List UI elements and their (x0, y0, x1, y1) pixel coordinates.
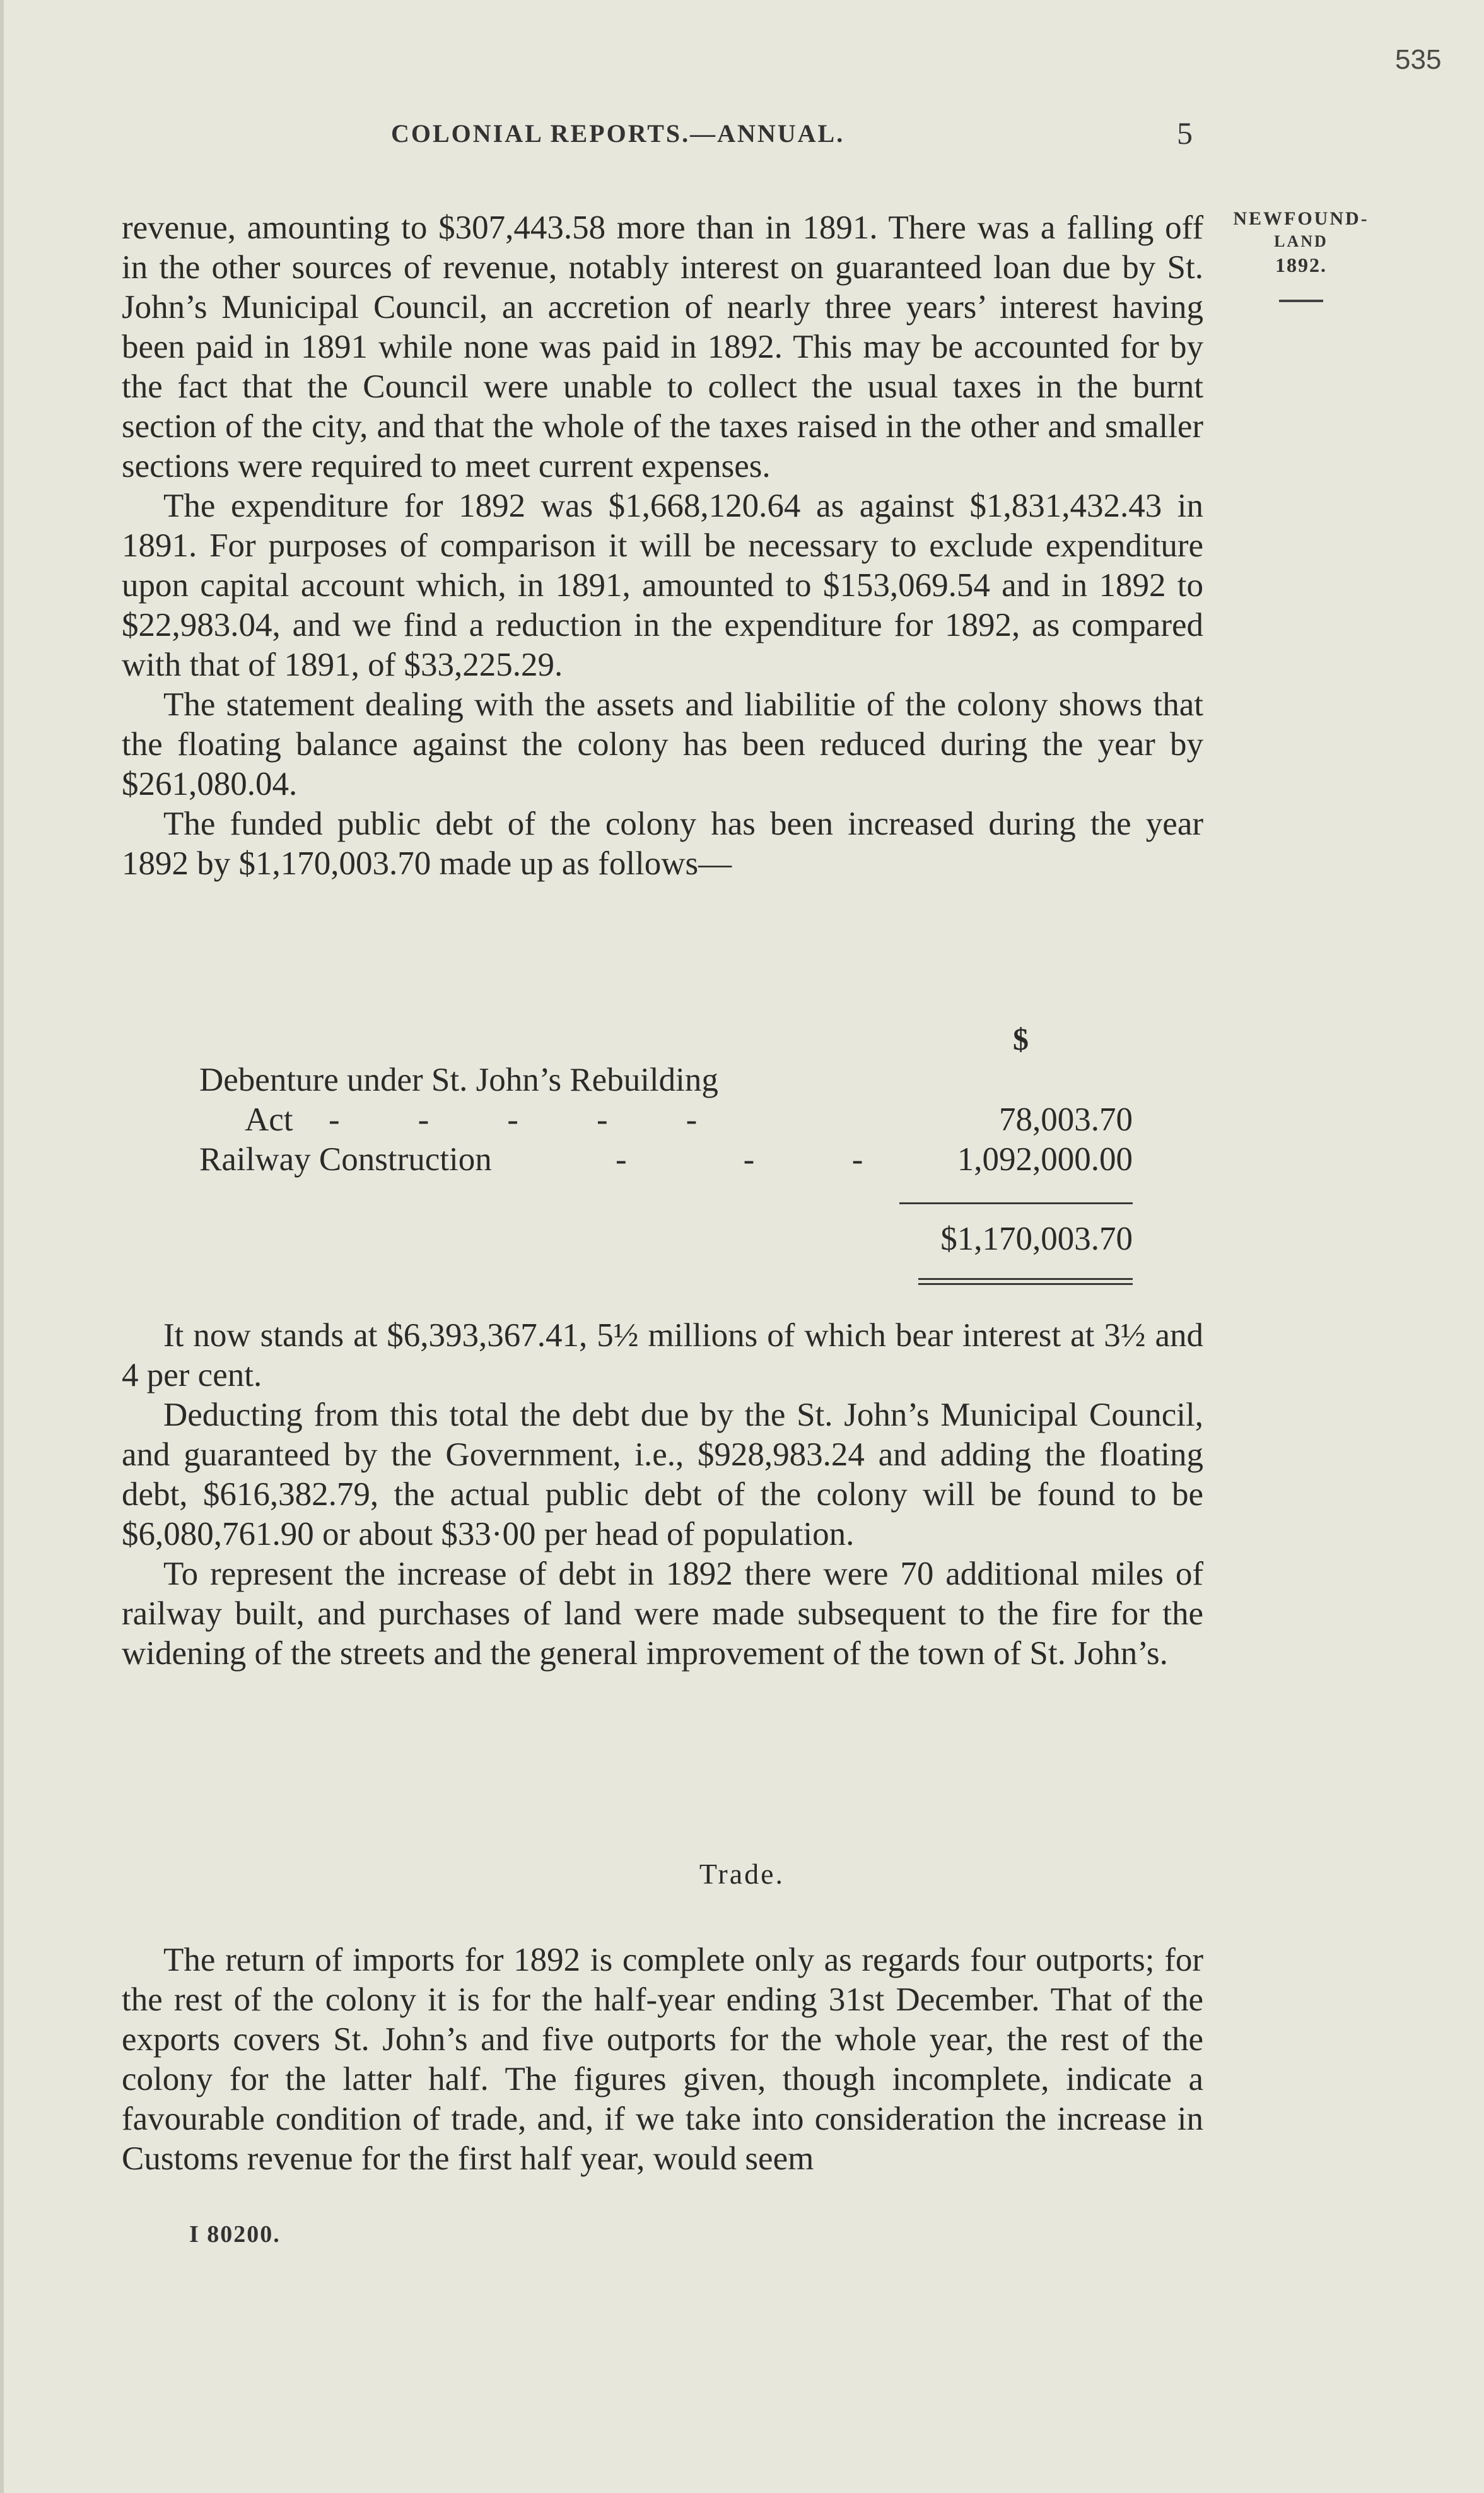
paragraph: The return of imports for 1892 is complete only as regards four outports; for the rest of the colony it is for the half-year ending 31st December. That of the exports covers St. John’s and five outports for the whole year, the rest of the colony for the latter half. The figures given, though incomplete, indicate a favourable condition of trade, and, if we take into consideration the increase in Customs revenue for the first half year, would seem (122, 1942, 1203, 2177)
paragraph: The statement dealing with the assets and liabilitie of the colony shows that the floating balance against the colony has been reduced during the year by $261,080.04. (122, 686, 1203, 802)
paragraph: revenue, amounting to $307,443.58 more than in 1891. There was a falling off in the other sources of revenue, notably interest on guaranteed loan due by St. John’s Municipal Council, an accretion of nearly three years’ interest having been paid in 1891 while none was paid in 1892. This may be accounted for by the fact that the Council were unable to collect the usual taxes in the burnt section of the city, and that the whole of the taxes raised in the other and smaller sections were required to meet current expenses. (122, 209, 1203, 484)
body-text-top (122, 208, 1203, 884)
row-label: Debenture under St. John’s Rebuilding (199, 1062, 718, 1098)
total-row (199, 1220, 1133, 1260)
paragraph: Deducting from this total the debt due by the St. John’s Municipal Council, and guaranteed by the Government, i.e., $928,983.24 and adding the floating debt, $616,382.79, the actual public debt of the colony will be found to be $6,080,761.90 or about $33·00 per head of population. (122, 1397, 1203, 1552)
paragraph: To represent the increase of debt in 1892 there were 70 additional miles of railway built, and purchases of land were made subsequent to the fire for the widening of the streets and the general improvement of the town of St. John’s. (122, 1556, 1203, 1672)
running-head: COLONIAL REPORTS.—ANNUAL. (391, 119, 845, 148)
debt-table (199, 1021, 1133, 1298)
table-row (199, 1061, 1133, 1101)
folio-number: 5 (1177, 115, 1193, 151)
page-edge (0, 0, 4, 2493)
dot-leader: - - - (616, 1141, 865, 1178)
margin-note-year: 1892. (1275, 254, 1327, 276)
row-value: 78,003.70 (999, 1101, 1133, 1138)
total-rule (918, 1283, 1133, 1285)
currency-header: $ (1013, 1021, 1029, 1057)
table-row (199, 1141, 1133, 1180)
subtotal-rule (899, 1202, 1133, 1204)
margin-note (1229, 208, 1374, 302)
body-text-middle (122, 1316, 1203, 1674)
total-value: $1,170,003.70 (940, 1221, 1133, 1257)
margin-note-line: LAND (1274, 232, 1328, 250)
page-number: 535 (1395, 44, 1442, 75)
section-heading: Trade. (699, 1858, 785, 1890)
total-rule (918, 1278, 1133, 1280)
paragraph: The expenditure for 1892 was $1,668,120.64 as against $1,831,432.43 in 1891. For purposes of comparison it will be necessary to exclude expenditure upon capital account which, in 1891, amounted to $153,069.54 and in 1892 to $22,983.04, and we find a reduction in the expenditure for 1892, as compared with that of 1891, of $33,225.29. (122, 488, 1203, 683)
row-label: Railway Construction (199, 1141, 492, 1178)
table-row (199, 1101, 1133, 1141)
body-text-trade (122, 1940, 1203, 2179)
dot-leader: - - - - - (329, 1101, 699, 1138)
paragraph: The funded public debt of the colony has been increased during the year 1892 by $1,170,003.70 made up as follows— (122, 806, 1203, 882)
margin-note-rule (1279, 300, 1323, 302)
row-label: Act (245, 1101, 293, 1138)
margin-note-line: NEWFOUND- (1233, 208, 1369, 229)
paragraph: It now stands at $6,393,367.41, 5½ millions of which bear interest at 3½ and 4 per cent. (122, 1317, 1203, 1393)
row-value: 1,092,000.00 (957, 1141, 1133, 1178)
printer-signature-mark: I 80200. (189, 2221, 281, 2248)
